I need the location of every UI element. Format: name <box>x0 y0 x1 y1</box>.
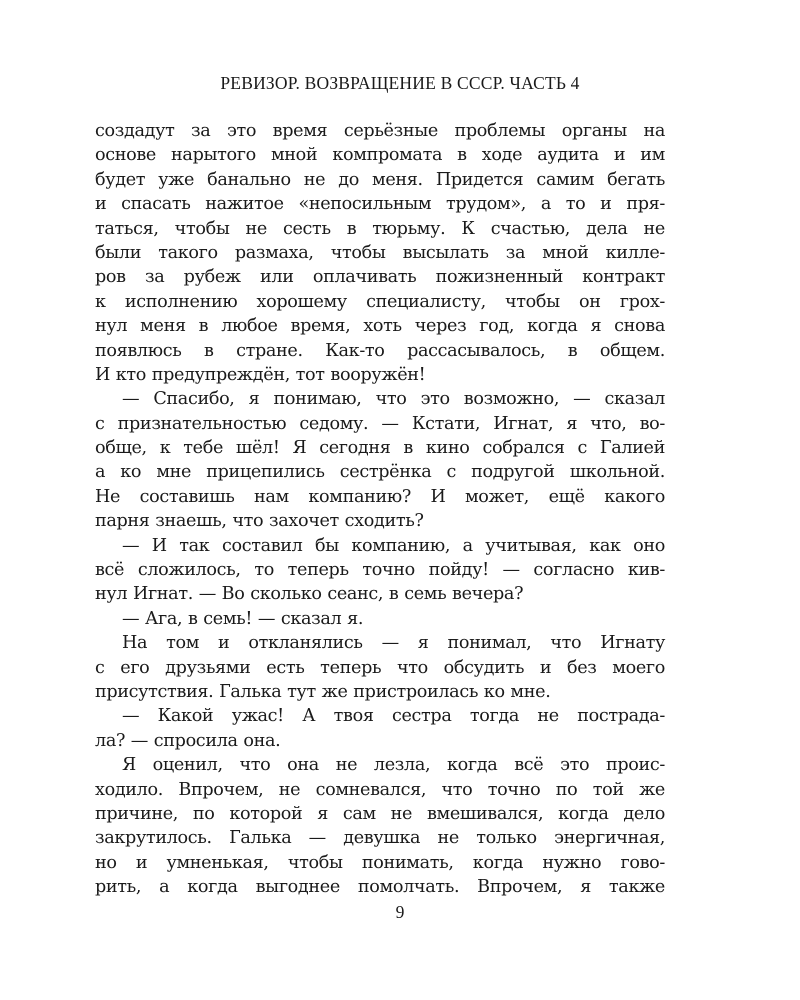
text-line: создадут за это время серьёзные проблемы органы на <box>95 121 665 141</box>
text-line: обще, к тебе шёл! Я сегодня в кино собрался с Галией <box>95 438 665 459</box>
text-line: нул меня в любое время, хоть через год, когда я снова <box>95 316 665 337</box>
text-line: рить, а когда выгоднее помолчать. Впрочем, я также <box>95 877 665 898</box>
text-line: появлюсь в стране. Как-то рассасывалось, в общем. <box>95 340 665 361</box>
text-line: — Ага, в семь! — сказал я. <box>122 608 364 629</box>
text-line: основе нарытого мной компромата в ходе аудита и им <box>95 145 665 166</box>
text-line: Не составишь нам компанию? И может, ещё какого <box>95 486 665 507</box>
text-line: парня знаешь, что захочет сходить? <box>95 511 424 532</box>
text-line: ходило. Впрочем, не сомневался, что точно по той же <box>95 779 665 800</box>
text-line: закрутилось. Галька — девушка не только энергичная, <box>95 828 665 849</box>
text-line: с признательностью седому. — Кстати, Игнат, я что, во- <box>95 413 665 434</box>
text-line: причине, по которой я сам не вмешивался, когда дело <box>95 803 665 824</box>
text-line: присутствия. Галька тут же пристроилась ко мне. <box>95 681 551 702</box>
text-line: всё сложилось, то теперь точно пойду! — согласно кив- <box>95 560 665 581</box>
text-line: будет уже банально не до меня. Придется самим бегать <box>95 169 665 190</box>
text-line: — Какой ужас! А твоя сестра тогда не пострада- <box>122 706 665 727</box>
text-line: и спасать нажитое «непосильным трудом», а то и пря- <box>95 194 665 215</box>
text-line: И кто предупреждён, тот вооружён! <box>95 364 426 385</box>
text-line: а ко мне прицепились сестрёнка с подругой школьной. <box>95 462 665 483</box>
running-header: РЕВИЗОР. ВОЗВРАЩЕНИЕ В СССР. ЧАСТЬ 4 <box>220 73 580 93</box>
body-text <box>95 119 665 900</box>
text-line: с его друзьями есть теперь что обсудить и без моего <box>95 657 665 678</box>
text-line: — И так составил бы компанию, а учитывая, как оно <box>122 535 665 556</box>
text-line: ров за рубеж или оплачивать пожизненный контракт <box>95 267 665 288</box>
page-number: 9 <box>395 902 405 922</box>
text-line: ла? — спросила она. <box>95 730 281 751</box>
text-line: нул Игнат. — Во сколько сеанс, в семь вечера? <box>95 584 524 605</box>
text-line: На том и откланялись — я понимал, что Игнату <box>122 633 665 654</box>
text-line: таться, чтобы не сесть в тюрьму. К счастью, дела не <box>95 218 665 239</box>
text-line: — Спасибо, я понимаю, что это возможно, — сказал <box>122 389 665 410</box>
text-line: но и умненькая, чтобы понимать, когда нужно гово- <box>95 852 665 873</box>
text-line: к исполнению хорошему специалисту, чтобы он грох- <box>95 291 665 312</box>
text-line: были такого размаха, чтобы высылать за мной килле- <box>95 242 665 263</box>
text-line: Я оценил, что она не лезла, когда всё это проис- <box>122 755 665 776</box>
